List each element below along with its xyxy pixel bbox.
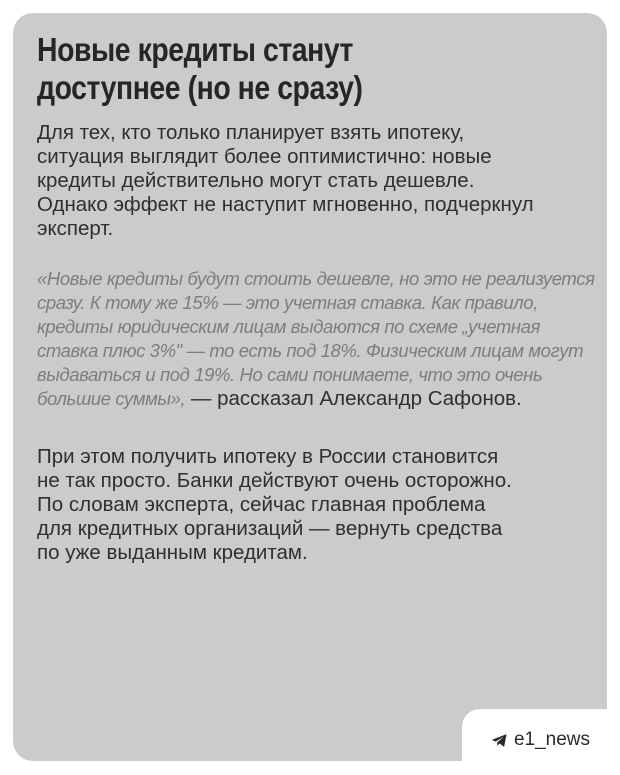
- title-line: Новые кредиты станут: [37, 31, 354, 68]
- telegram-icon: [491, 733, 508, 748]
- paragraph-line: эксперт.: [37, 217, 114, 240]
- paragraph-line: по уже выданным кредитам.: [37, 541, 308, 564]
- quote-line: сразу. К тому же 15% — это учетная ставка. Как правило,: [37, 292, 538, 313]
- paragraph-line: По словам эксперта, сейчас главная проблема: [37, 493, 486, 516]
- paragraph-conclusion: [37, 445, 597, 565]
- paragraph-intro: [37, 121, 597, 241]
- brand-label: e1_news: [513, 729, 590, 750]
- quote-line: большие суммы»,: [37, 388, 186, 409]
- paragraph-line: кредиты действительно могут стать дешевле.: [37, 169, 475, 192]
- brand-handle[interactable]: [491, 729, 590, 751]
- quote-line: «Новые кредиты будут стоить дешевле, но это не реализуется: [37, 268, 595, 289]
- expert-quote: [37, 267, 597, 411]
- article-content: [37, 31, 597, 565]
- paragraph-line: не так просто. Банки действуют очень осторожно.: [37, 469, 512, 492]
- quote-line: выдаваться и под 19%. Но сами понимаете, что это очень: [37, 364, 543, 385]
- paragraph-line: Для тех, кто только планирует взять ипотеку,: [37, 121, 465, 144]
- quote-line: кредиты юридическим лицам выдаются по схеме „учетная: [37, 316, 541, 337]
- title-line: доступнее (но не сразу): [37, 69, 363, 106]
- paragraph-line: Однако эффект не наступит мгновенно, подчеркнул: [37, 193, 534, 216]
- paragraph-line: ситуация выглядит более оптимистично: новые: [37, 145, 492, 168]
- quote-line: ставка плюс 3%" — то есть под 18%. Физическим лицам могут: [37, 340, 584, 361]
- post-card: [13, 13, 607, 761]
- paragraph-line: При этом получить ипотеку в России становится: [37, 445, 499, 468]
- post-card-frame: [13, 13, 607, 761]
- paragraph-line: для кредитных организаций — вернуть средства: [37, 517, 503, 540]
- article-title: [37, 31, 570, 107]
- quote-attribution: — рассказал Александр Сафонов.: [185, 387, 522, 410]
